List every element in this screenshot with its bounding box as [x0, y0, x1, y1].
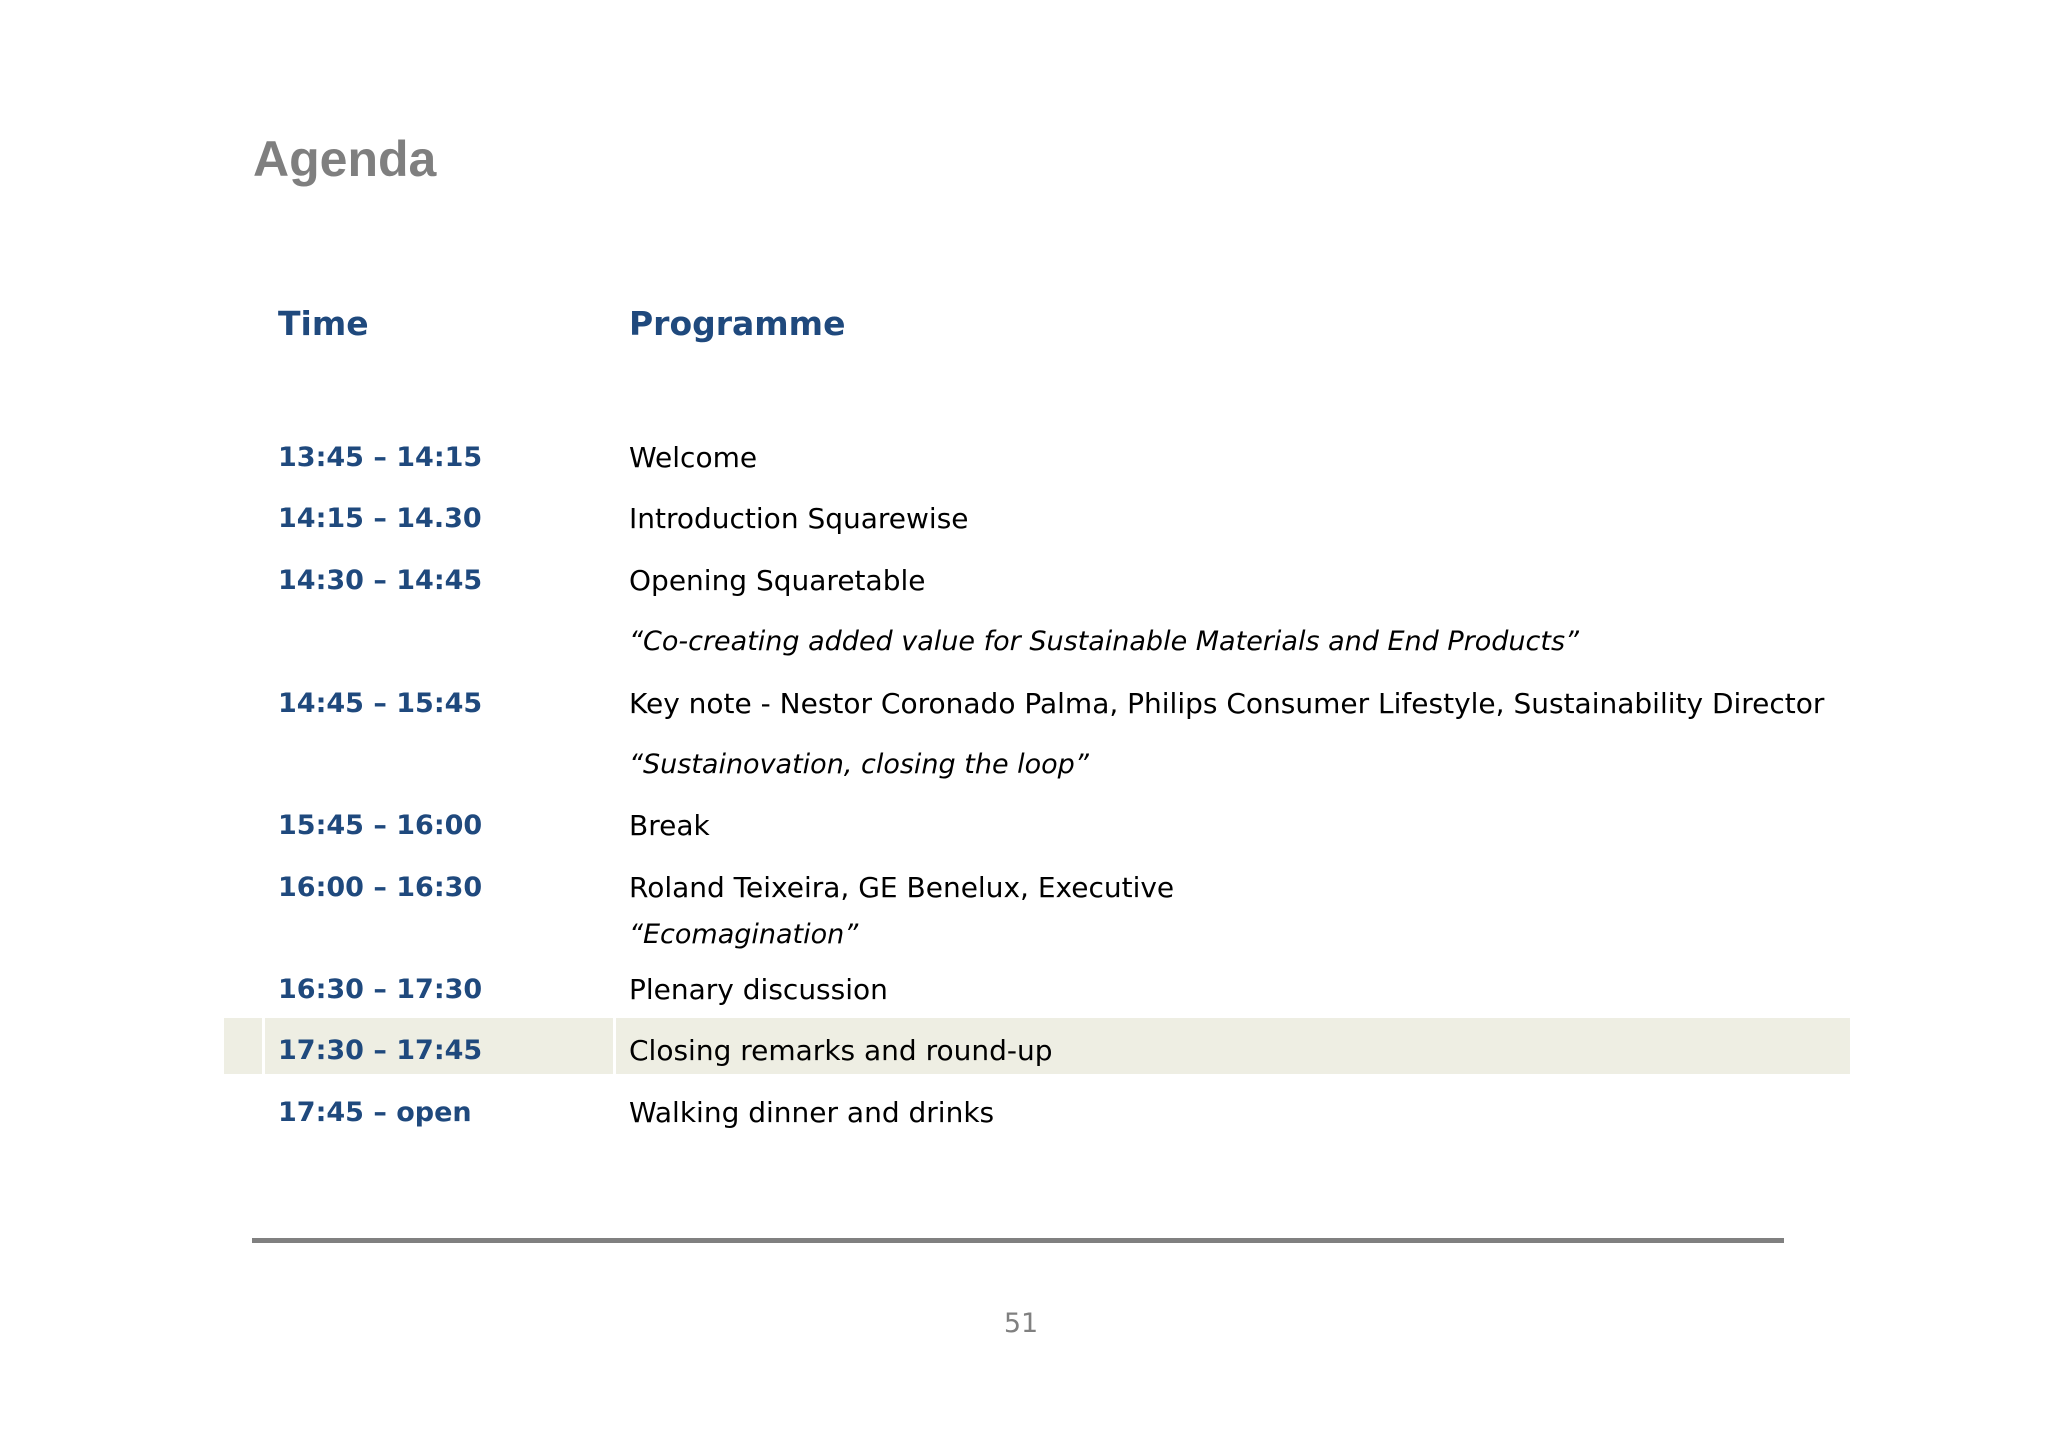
agenda-item: Roland Teixeira, GE Benelux, Executive	[629, 871, 1175, 904]
page-number: 51	[1003, 1308, 1039, 1339]
agenda-item: Break	[629, 809, 710, 842]
cell-divider	[262, 1018, 265, 1074]
agenda-time: 14:30 – 14:45	[278, 565, 483, 596]
footer-divider	[252, 1238, 1784, 1243]
agenda-item-subtitle: “Co-creating added value for Sustainable Materials and End Products”	[629, 626, 1580, 657]
agenda-item: Walking dinner and drinks	[629, 1096, 995, 1129]
agenda-time: 17:30 – 17:45	[278, 1035, 483, 1066]
agenda-time: 16:30 – 17:30	[278, 974, 483, 1005]
time-column-header: Time	[278, 304, 369, 343]
agenda-time: 14:15 – 14.30	[278, 503, 482, 534]
agenda-item: Opening Squaretable	[629, 564, 926, 597]
agenda-item: Plenary discussion	[629, 973, 888, 1006]
agenda-time: 16:00 – 16:30	[278, 872, 483, 903]
agenda-time: 13:45 – 14:15	[278, 442, 483, 473]
agenda-time: 15:45 – 16:00	[278, 810, 483, 841]
page-title: Agenda	[253, 131, 437, 187]
programme-column-header: Programme	[629, 304, 846, 343]
agenda-item-subtitle: “Sustainovation, closing the loop”	[629, 749, 1089, 780]
agenda-item: Key note - Nestor Coronado Palma, Philips Consumer Lifestyle, Sustainability Director	[629, 687, 1825, 720]
agenda-item: Introduction Squarewise	[629, 502, 969, 535]
agenda-time: 17:45 – open	[278, 1097, 472, 1128]
agenda-item-subtitle: “Ecomagination”	[629, 919, 859, 950]
cell-divider	[613, 1018, 616, 1074]
agenda-item: Closing remarks and round-up	[629, 1034, 1053, 1067]
agenda-item: Welcome	[629, 441, 758, 474]
agenda-time: 14:45 – 15:45	[278, 688, 483, 719]
